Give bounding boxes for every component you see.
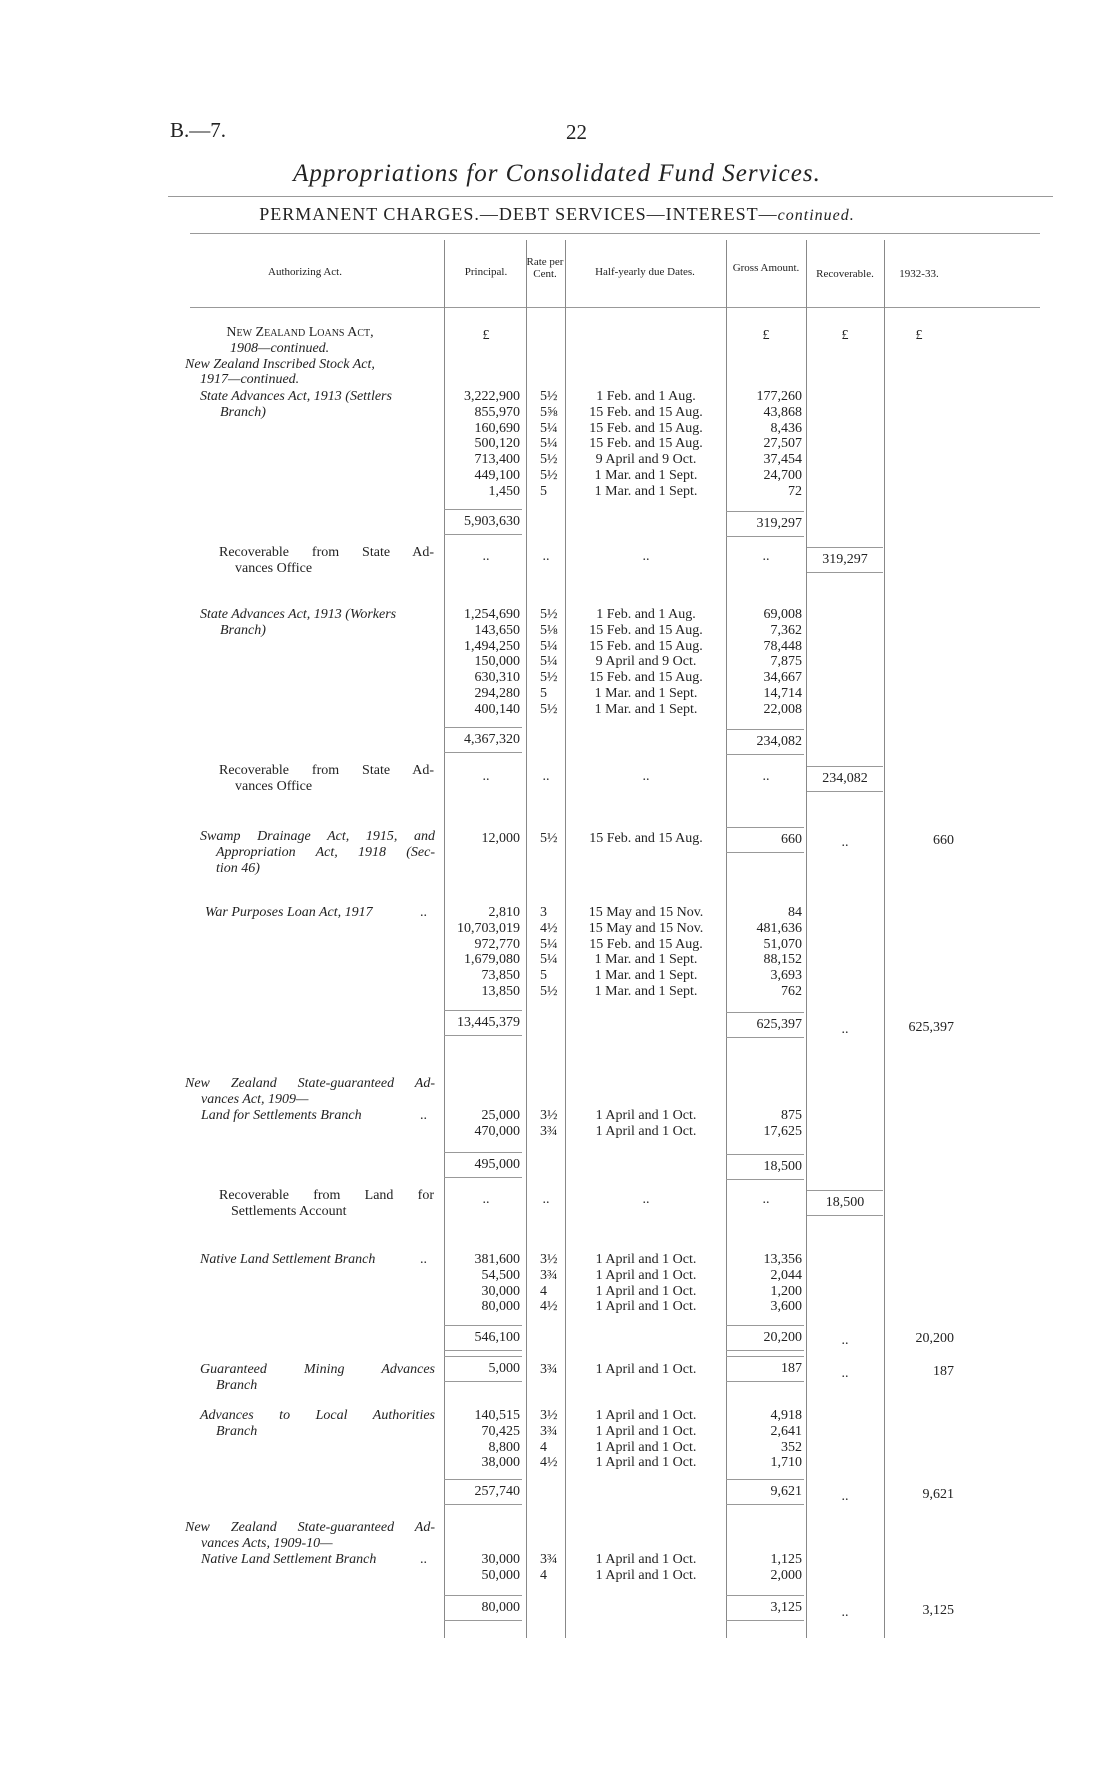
principal-total: 5,903,630 (444, 509, 522, 535)
act-line: Branch) (220, 404, 266, 420)
section-native-land-act (200, 1252, 435, 1268)
date-value: 15 Feb. and 15 Aug. (589, 936, 703, 952)
rate-list (540, 1108, 564, 1140)
recoverable-line: vances Office (235, 560, 313, 576)
principal-value: 13,850 (481, 983, 520, 999)
principal-value: 12,000 (481, 831, 520, 846)
gross-value: 3,600 (770, 1299, 802, 1315)
principal-total: 4,367,320 (444, 727, 522, 753)
section-native-land-1909-act (185, 1520, 435, 1567)
gross-value: 3,693 (770, 968, 802, 984)
currency-year: £ (915, 328, 923, 343)
principal-value: 1,450 (488, 483, 520, 499)
gross-value: 2,000 (770, 1567, 802, 1583)
section-workers-act (200, 607, 435, 639)
act-line: Guaranteed Mining Advances (200, 1362, 435, 1377)
dots: .. (841, 1022, 849, 1037)
rate-value: 3¾ (540, 1123, 558, 1139)
principal-value: 972,770 (474, 936, 520, 952)
intro-line-2: 1908—continued. (230, 340, 330, 356)
principal-value: 470,000 (474, 1123, 520, 1139)
principal-value: 381,600 (474, 1252, 520, 1267)
column-rule-rate (526, 240, 527, 1638)
gross-value: 17,625 (763, 1123, 802, 1139)
principal-total: 257,740 (444, 1479, 522, 1505)
dots: .. (762, 769, 770, 784)
year-value: 187 (933, 1364, 954, 1379)
gross-list (726, 389, 802, 500)
date-value: 15 Feb. and 15 Aug. (589, 638, 703, 654)
gross-value: 481,636 (756, 920, 802, 936)
principal-total: 80,000 (444, 1595, 522, 1621)
rate-value: 4½ (540, 920, 558, 936)
recoverable-amount: 18,500 (807, 1190, 883, 1216)
date-value: 9 April and 9 Oct. (595, 452, 697, 468)
header-recoverable: Recoverable. (816, 268, 874, 280)
principal-list (444, 1108, 520, 1140)
act-line: Land for Settlements Branch (201, 1107, 362, 1123)
date-value: 15 May and 15 Nov. (588, 905, 704, 920)
dots: .. (642, 1192, 650, 1207)
header-rate: Rate per Cent. (526, 256, 564, 280)
dots: .. (642, 549, 650, 564)
gross-total: 625,397 (726, 1012, 804, 1038)
principal-value: 73,850 (481, 968, 520, 984)
act-line: Appropriation Act, 1918 (Sec- (216, 844, 435, 860)
dots: .. (542, 549, 550, 564)
rate-value: 5¼ (540, 654, 558, 670)
date-value: 1 Feb. and 1 Aug. (596, 607, 696, 622)
gross-value: 78,448 (763, 638, 802, 654)
rate-value: 4 (540, 1283, 547, 1299)
principal-value: 143,650 (474, 622, 520, 638)
principal-total: 495,000 (444, 1152, 522, 1178)
gross-value: 27,507 (763, 436, 802, 452)
date-value: 1 April and 1 Oct. (595, 1362, 697, 1377)
year-value: 625,397 (908, 1020, 954, 1035)
rate-value: 3½ (540, 1408, 558, 1423)
gross-value: 187 (726, 1356, 804, 1382)
rate-value: 5¼ (540, 638, 558, 654)
currency-principal: £ (482, 328, 490, 343)
page-number: 22 (566, 120, 587, 144)
rate-value: 5½ (540, 670, 558, 686)
principal-value: 713,400 (474, 452, 520, 468)
gross-value: 8,436 (770, 420, 802, 436)
rate-value: 5¼ (540, 952, 558, 968)
principal-value: 294,280 (474, 685, 520, 701)
date-value: 15 Feb. and 15 Aug. (589, 831, 703, 846)
date-value: 1 Mar. and 1 Sept. (594, 483, 698, 499)
dots: .. (542, 769, 550, 784)
date-value: 1 April and 1 Oct. (595, 1283, 697, 1299)
gross-list (726, 1408, 802, 1471)
gross-value: 69,008 (763, 607, 802, 622)
principal-value: 8,800 (488, 1439, 520, 1455)
section-mining-act (200, 1362, 435, 1394)
rate-list (540, 1552, 564, 1584)
column-rule-recoverable (806, 240, 807, 1638)
act-line: Branch (216, 1377, 258, 1393)
rate-value: 5 (540, 968, 547, 984)
principal-list (444, 607, 520, 718)
principal-value: 54,500 (481, 1267, 520, 1283)
principal-value: 50,000 (481, 1567, 520, 1583)
principal-value: 1,254,690 (464, 607, 520, 622)
recoverable-label (219, 1188, 434, 1220)
gross-list (726, 1552, 802, 1584)
gross-value: 43,868 (763, 404, 802, 420)
gross-list (726, 1252, 802, 1315)
principal-list (444, 1408, 520, 1471)
rate-value: 3¾ (540, 1552, 558, 1567)
gross-value: 34,667 (763, 670, 802, 686)
gross-value: 2,641 (770, 1423, 802, 1439)
header-year: 1932-33. (899, 268, 939, 280)
gross-value: 14,714 (763, 685, 802, 701)
intro-line-4: 1917—continued. (200, 372, 300, 388)
dots: .. (841, 835, 849, 850)
date-value: 1 April and 1 Oct. (595, 1252, 697, 1267)
gross-value: 762 (781, 983, 802, 999)
gross-value: 7,875 (770, 654, 802, 670)
gross-value: 22,008 (763, 701, 802, 717)
subtitle-continued: continued. (777, 207, 855, 224)
dots: .. (762, 549, 770, 564)
page-title: Appropriations for Consolidated Fund Services. (293, 160, 821, 187)
principal-value: 160,690 (474, 420, 520, 436)
rate-value: 5½ (540, 607, 558, 622)
rate-value: 5½ (540, 983, 558, 999)
gross-value: 72 (788, 483, 802, 499)
gross-value: 177,260 (756, 389, 802, 404)
rate-value: 3¾ (540, 1267, 558, 1283)
gross-value: 1,125 (770, 1552, 802, 1567)
date-value: 1 Feb. and 1 Aug. (596, 389, 696, 404)
gross-total: 9,621 (726, 1479, 804, 1505)
dots: .. (420, 1552, 427, 1567)
dates-list (566, 607, 726, 718)
date-value: 1 April and 1 Oct. (595, 1423, 697, 1439)
recoverable-line: vances Office (235, 778, 313, 794)
principal-list (444, 905, 520, 1000)
rate-value: 5½ (540, 831, 558, 846)
dates-list (566, 1252, 726, 1315)
date-value: 1 Mar. and 1 Sept. (594, 467, 698, 483)
gross-value: 37,454 (763, 452, 802, 468)
header-bottom-rule (190, 307, 1040, 308)
dots: .. (420, 1252, 427, 1267)
gross-value: 875 (781, 1108, 802, 1123)
dates-list (566, 905, 726, 1000)
recoverable-line: Recoverable from State Ad- (219, 763, 434, 778)
rate-value: 4½ (540, 1299, 558, 1315)
dates-list (566, 1408, 726, 1471)
principal-value: 2,810 (488, 905, 520, 920)
principal-value: 10,703,019 (457, 920, 520, 936)
section-subtitle (0, 204, 1114, 225)
section-local-authorities-act (200, 1408, 435, 1440)
principal-value: 1,679,080 (464, 952, 520, 968)
year-value: 660 (933, 833, 954, 848)
principal-value: 400,140 (474, 701, 520, 717)
act-line: State Advances Act, 1913 (Settlers (200, 389, 392, 404)
principal-total: 546,100 (444, 1325, 522, 1351)
rate-value: 3¾ (540, 1423, 558, 1439)
principal-value: 150,000 (474, 654, 520, 670)
rate-value: 5½ (540, 452, 558, 468)
currency-recoverable: £ (841, 328, 849, 343)
subtitle-main: PERMANENT CHARGES.—DEBT SERVICES—INTEREST— (259, 204, 778, 224)
act-line: War Purposes Loan Act, 1917 (205, 905, 373, 920)
rate-value: 3½ (540, 1252, 558, 1267)
gross-value: 1,200 (770, 1283, 802, 1299)
act-line: Native Land Settlement Branch (200, 1252, 376, 1267)
currency-gross: £ (762, 328, 770, 343)
act-line: Advances to Local Authorities (200, 1408, 435, 1423)
principal-value: 70,425 (481, 1423, 520, 1439)
dots: .. (482, 769, 490, 784)
dots: .. (841, 1489, 849, 1504)
rate-value: 5¼ (540, 420, 558, 436)
gross-value: 84 (788, 905, 802, 920)
act-line: vances Acts, 1909-10— (201, 1535, 333, 1551)
recoverable-amount: 234,082 (807, 766, 883, 792)
gross-value: 1,710 (770, 1455, 802, 1471)
gross-list (726, 1108, 802, 1140)
dots: .. (762, 1192, 770, 1207)
dots: .. (642, 769, 650, 784)
rate-value: 5¼ (540, 436, 558, 452)
section-swamp-act (200, 829, 435, 876)
act-line: Branch) (220, 622, 266, 638)
act-line: tion 46) (216, 860, 260, 876)
principal-value: 630,310 (474, 670, 520, 686)
gross-list (726, 607, 802, 718)
recoverable-line: Settlements Account (231, 1203, 347, 1219)
year-value: 3,125 (922, 1603, 954, 1618)
intro-line-3: New Zealand Inscribed Stock Act, (185, 356, 375, 372)
act-line: New Zealand State-guaranteed Ad- (185, 1076, 435, 1091)
rate-list (540, 1408, 564, 1471)
date-value: 1 Mar. and 1 Sept. (594, 952, 698, 968)
date-value: 1 April and 1 Oct. (595, 1299, 697, 1315)
header-top-rule (190, 233, 1040, 234)
act-line: Branch (216, 1423, 258, 1439)
gross-list (726, 905, 802, 1000)
rate-value: 5 (540, 483, 547, 499)
rate-list (540, 905, 564, 1000)
date-value: 15 Feb. and 15 Aug. (589, 420, 703, 436)
principal-value: 30,000 (481, 1283, 520, 1299)
date-value: 1 Mar. and 1 Sept. (594, 983, 698, 999)
dots: .. (841, 1366, 849, 1381)
year-value: 9,621 (922, 1487, 954, 1502)
principal-value: 1,494,250 (464, 638, 520, 654)
header-principal: Principal. (464, 266, 508, 278)
intro-acts (185, 325, 435, 388)
rate-value: 5⅛ (540, 622, 558, 638)
header-authorizing-act: Authorizing Act. (268, 266, 342, 278)
principal-value: 30,000 (481, 1552, 520, 1567)
intro-line-1: New Zealand Loans Act, (226, 325, 374, 340)
date-value: 15 Feb. and 15 Aug. (589, 622, 703, 638)
rate-value: 4½ (540, 1455, 558, 1471)
document-reference: B.—7. (170, 118, 227, 142)
dates-list (566, 1108, 726, 1140)
date-value: 1 April and 1 Oct. (595, 1408, 697, 1423)
recoverable-amount: 319,297 (807, 547, 883, 573)
rate-list (540, 607, 564, 718)
gross-total: 3,125 (726, 1595, 804, 1621)
gross-value: 660 (726, 827, 804, 853)
title-rule (168, 196, 1053, 197)
header-gross: Gross Amount. (732, 262, 800, 274)
rate-value: 4 (540, 1439, 547, 1455)
section-war-purposes-act (205, 905, 440, 921)
recoverable-label (219, 545, 434, 577)
recoverable-label (219, 763, 434, 795)
gross-total: 319,297 (726, 511, 804, 537)
rate-value: 3 (540, 905, 547, 920)
gross-value: 24,700 (763, 467, 802, 483)
rate-value: 5½ (540, 389, 558, 404)
date-value: 9 April and 9 Oct. (595, 654, 697, 670)
act-line: vances Act, 1909— (201, 1091, 309, 1107)
gross-total: 20,200 (726, 1325, 804, 1351)
act-line: New Zealand State-guaranteed Ad- (185, 1520, 435, 1535)
principal-value: 855,970 (474, 404, 520, 420)
dots: .. (482, 549, 490, 564)
date-value: 1 April and 1 Oct. (595, 1123, 697, 1139)
rate-list (540, 1252, 564, 1315)
act-line: Native Land Settlement Branch (201, 1551, 377, 1567)
gross-value: 7,362 (770, 622, 802, 638)
principal-value: 80,000 (481, 1299, 520, 1315)
date-value: 15 Feb. and 15 Aug. (589, 404, 703, 420)
principal-total: 13,445,379 (444, 1010, 522, 1036)
rate-value: 3½ (540, 1108, 558, 1123)
date-value: 1 April and 1 Oct. (595, 1267, 697, 1283)
rate-value: 3¾ (540, 1362, 558, 1377)
column-rule-year (884, 240, 885, 1638)
gross-value: 352 (781, 1439, 802, 1455)
date-value: 1 Mar. and 1 Sept. (594, 701, 698, 717)
rate-value: 5⅝ (540, 404, 558, 420)
principal-value: 38,000 (481, 1455, 520, 1471)
date-value: 15 Feb. and 15 Aug. (589, 436, 703, 452)
section-settlers-act (200, 389, 435, 421)
gross-value: 51,070 (763, 936, 802, 952)
principal-value: 500,120 (474, 436, 520, 452)
rate-value: 4 (540, 1567, 547, 1583)
principal-value: 449,100 (474, 467, 520, 483)
gross-total: 234,082 (726, 729, 804, 755)
dots: .. (542, 1192, 550, 1207)
principal-list (444, 1252, 520, 1315)
act-line: Swamp Drainage Act, 1915, and (200, 829, 435, 844)
dots: .. (420, 1108, 427, 1123)
dots: .. (841, 1333, 849, 1348)
rate-value: 5½ (540, 467, 558, 483)
rate-list (540, 389, 564, 500)
rate-value: 5½ (540, 701, 558, 717)
principal-value: 3,222,900 (464, 389, 520, 404)
dates-list (566, 1552, 726, 1584)
dots: .. (420, 905, 427, 920)
date-value: 1 April and 1 Oct. (595, 1552, 697, 1567)
date-value: 1 April and 1 Oct. (595, 1455, 697, 1471)
rate-value: 5 (540, 685, 547, 701)
section-land-settlements-act (185, 1076, 435, 1123)
principal-list (444, 1552, 520, 1584)
gross-value: 2,044 (770, 1267, 802, 1283)
gross-value: 13,356 (763, 1252, 802, 1267)
date-value: 1 April and 1 Oct. (595, 1439, 697, 1455)
recoverable-line: Recoverable from Land for (219, 1188, 434, 1203)
principal-value: 25,000 (481, 1108, 520, 1123)
recoverable-line: Recoverable from State Ad- (219, 545, 434, 560)
act-line: State Advances Act, 1913 (Workers (200, 607, 397, 622)
date-value: 1 Mar. and 1 Sept. (594, 968, 698, 984)
date-value: 15 Feb. and 15 Aug. (589, 670, 703, 686)
dates-list (566, 389, 726, 500)
principal-value: 5,000 (444, 1356, 522, 1382)
principal-list (444, 389, 520, 500)
gross-value: 4,918 (770, 1408, 802, 1423)
dots: .. (482, 1192, 490, 1207)
header-dates: Half-yearly due Dates. (595, 266, 695, 278)
gross-total: 18,500 (726, 1154, 804, 1180)
rate-value: 5¼ (540, 936, 558, 952)
year-value: 20,200 (915, 1331, 954, 1346)
date-value: 1 April and 1 Oct. (595, 1567, 697, 1583)
date-value: 1 Mar. and 1 Sept. (594, 685, 698, 701)
principal-value: 140,515 (474, 1408, 520, 1423)
date-value: 15 May and 15 Nov. (588, 920, 704, 936)
gross-value: 88,152 (763, 952, 802, 968)
date-value: 1 April and 1 Oct. (595, 1108, 697, 1123)
dots: .. (841, 1605, 849, 1620)
